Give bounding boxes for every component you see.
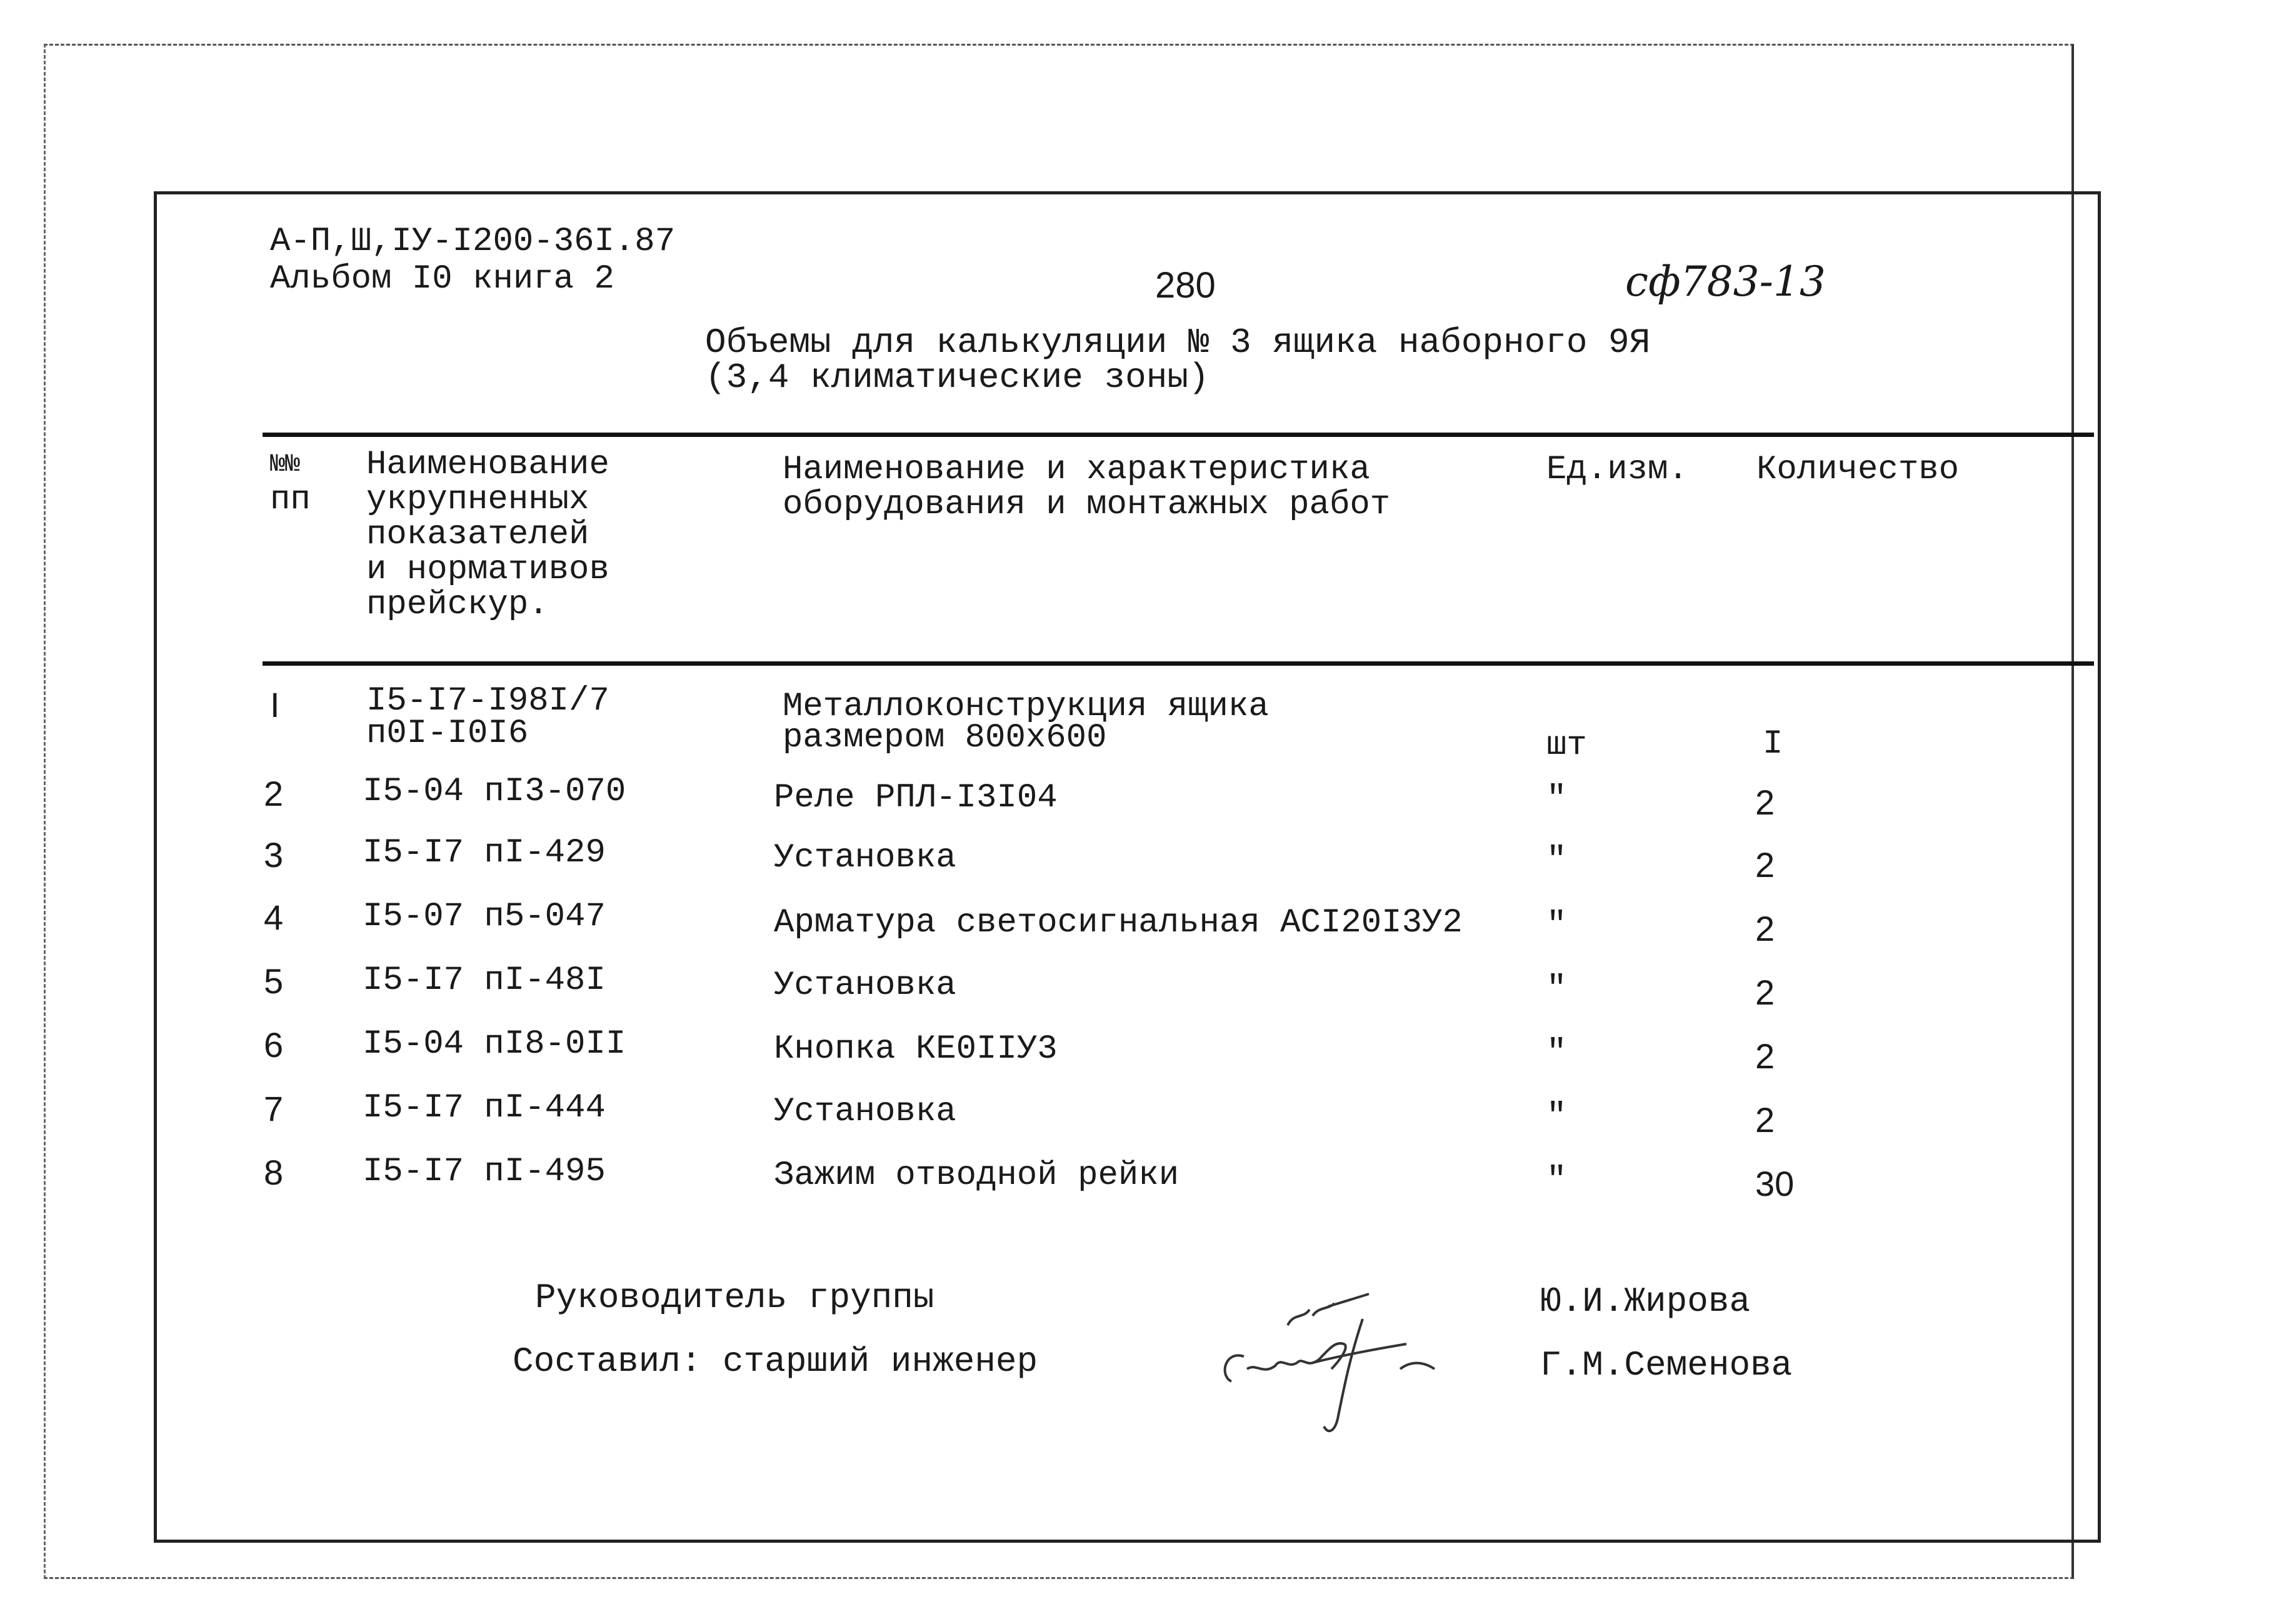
table-row-number: I — [270, 685, 280, 724]
column-header-quantity: Количество — [1756, 451, 1960, 489]
table-row-code: І5-04 пІ3-070 — [363, 773, 626, 811]
signature-role-head: Руководитель группы — [535, 1278, 934, 1318]
table-row-name: Реле РПЛ-І3І04 — [774, 779, 1058, 817]
signature-name-head: Ю.И.Жирова — [1540, 1281, 1751, 1321]
column-header-code: Наименование укрупненных показателей и нормативов прейскур. — [366, 446, 609, 624]
table-row-name: Металлоконструкция ящика размером 800х600 — [783, 688, 1269, 757]
table-row-code: І5-07 п5-047 — [363, 898, 606, 936]
table-row-number: 3 — [264, 835, 284, 875]
table-row-unit: " — [1546, 1098, 1567, 1136]
table-row-name: Зажим отводной рейки — [774, 1156, 1180, 1195]
table-row-name: Установка — [774, 1093, 956, 1131]
document-code: А-П,Ш,ІУ-І200-36І.87 — [270, 223, 676, 261]
stamp-number: сф783-13 — [1625, 258, 1826, 306]
table-row-unit: " — [1546, 906, 1567, 945]
table-row-unit: " — [1546, 841, 1567, 880]
table-row-unit: " — [1546, 780, 1567, 818]
document-subtitle: (3,4 климатические зоны) — [705, 358, 1210, 398]
signature-role-author: Составил: старший инженер — [513, 1341, 1038, 1381]
column-header-name: Наименование и характеристика оборудования и монтажных работ — [783, 451, 1391, 524]
table-row-quantity: 2 — [1755, 845, 1775, 885]
document-title: Объемы для калькуляции № 3 ящика наборного 9Я — [705, 323, 1651, 363]
table-row-code: І5-І7 пІ-444 — [363, 1089, 606, 1127]
table-row-number: 8 — [264, 1153, 284, 1192]
column-header-unit: Ед.изм. — [1546, 451, 1688, 489]
table-row-name: Установка — [774, 839, 956, 877]
table-row-quantity: 30 — [1755, 1164, 1795, 1203]
table-row-unit: " — [1546, 1161, 1567, 1200]
table-row-name: Арматура светосигнальная АСІ20І3У2 — [774, 904, 1463, 942]
table-row-number: 5 — [264, 961, 284, 1001]
table-row-quantity: I — [1763, 725, 1783, 763]
table-row-quantity: 2 — [1755, 1036, 1775, 1076]
handwritten-signature — [1219, 1281, 1481, 1438]
table-row-quantity: 2 — [1755, 909, 1775, 948]
table-row-quantity: 2 — [1755, 973, 1775, 1012]
signature-name-author: Г.М.Семенова — [1540, 1345, 1793, 1385]
page-number: 280 — [1155, 265, 1216, 306]
table-row-quantity: 2 — [1755, 1100, 1775, 1140]
table-row-name: Установка — [774, 966, 956, 1005]
table-row-number: 2 — [264, 774, 284, 813]
table-row-code: І5-04 пІ8-0ІІ — [363, 1025, 626, 1063]
table-row-number: 7 — [264, 1089, 284, 1128]
table-row-unit: " — [1546, 970, 1567, 1008]
table-row-number: 4 — [264, 898, 284, 937]
table-row-code: І5-І7 пІ-429 — [363, 834, 606, 872]
table-top-rule — [263, 433, 2094, 437]
table-row-name: Кнопка КЕ0ІІУ3 — [774, 1030, 1058, 1068]
table-header-rule — [263, 661, 2094, 666]
table-row-code: І5-І7 пІ-495 — [363, 1153, 606, 1191]
table-row-number: 6 — [264, 1025, 284, 1065]
column-header-number: №№ пп — [270, 451, 311, 519]
table-row-code: І5-І7-І98І/7 п0І-І0І6 — [366, 682, 609, 753]
table-row-quantity: 2 — [1755, 783, 1775, 822]
table-row-unit: шт — [1546, 726, 1587, 764]
album-label: Альбом І0 книга 2 — [270, 260, 614, 298]
table-row-code: І5-І7 пІ-48І — [363, 961, 606, 1000]
table-row-unit: " — [1546, 1034, 1567, 1072]
